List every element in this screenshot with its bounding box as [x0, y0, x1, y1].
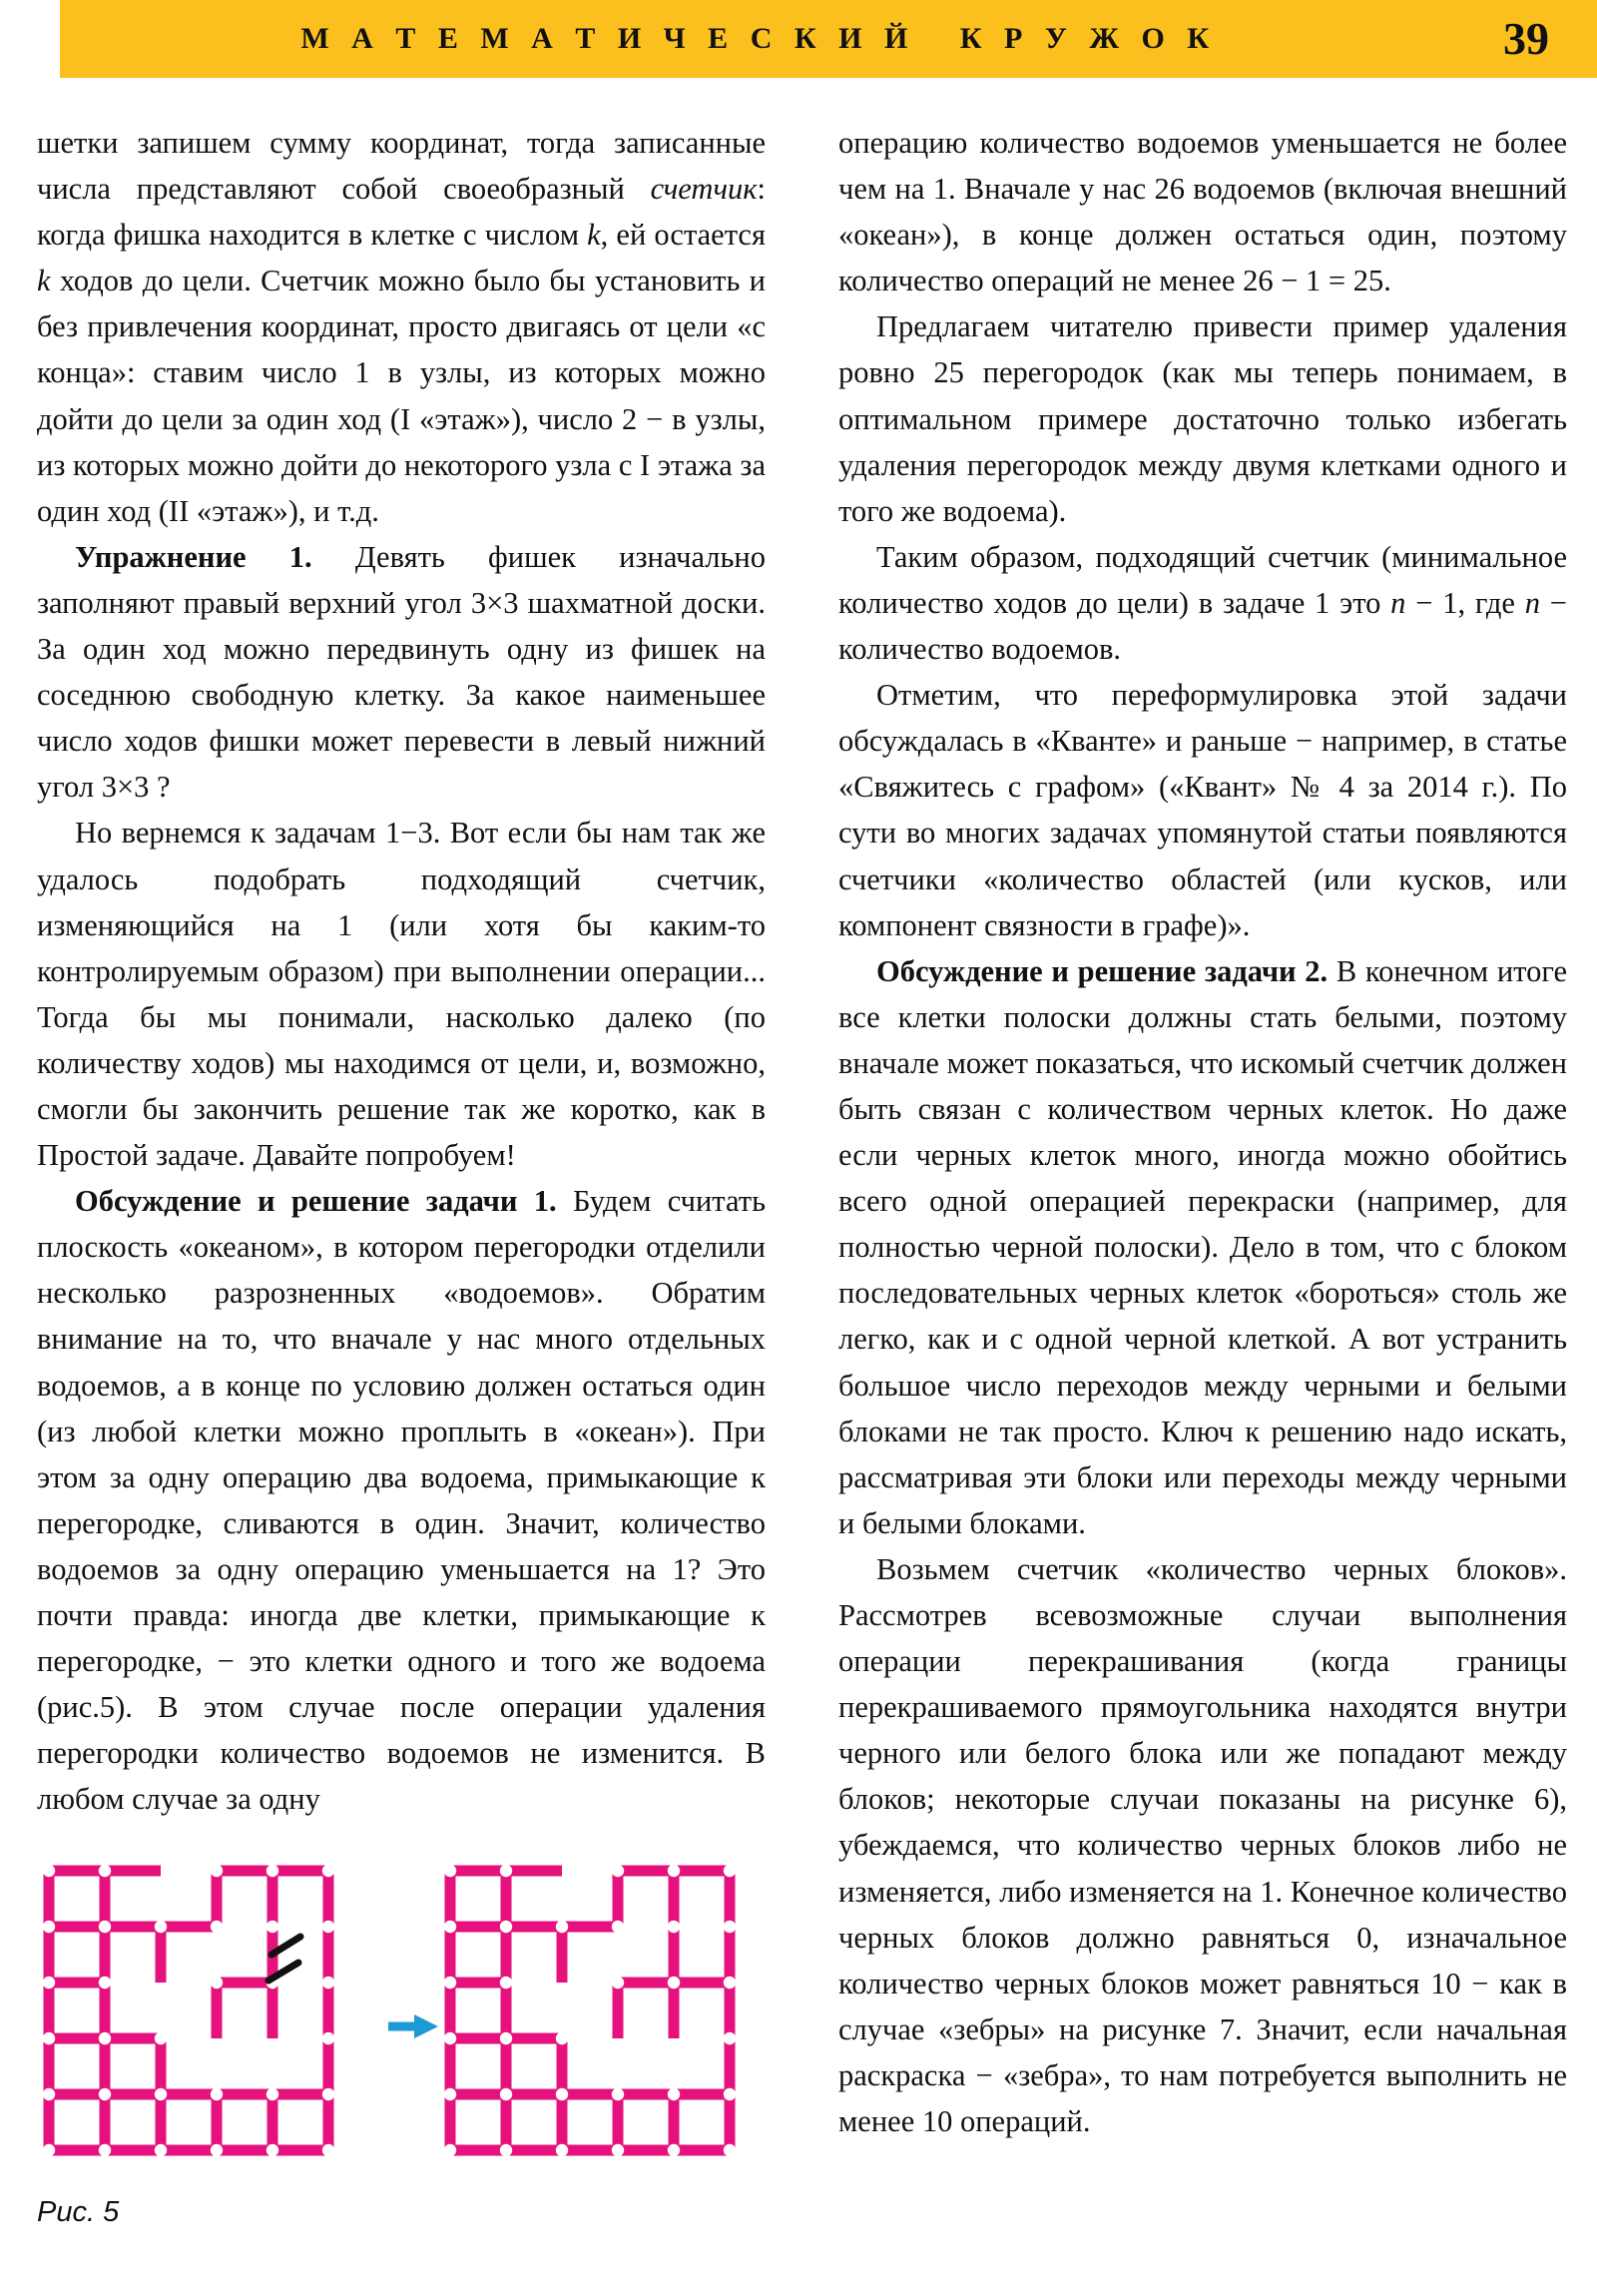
- grid-node-dot: [724, 1865, 736, 1877]
- exercise-1-paragraph: [37, 534, 766, 811]
- paragraph-text-c: , ей остается: [600, 218, 766, 253]
- paragraph-operations-count: [838, 120, 1567, 303]
- grid-node-dot: [266, 2088, 278, 2100]
- grid-node-dot: [155, 2088, 167, 2100]
- grid-node-dot: [322, 2032, 334, 2044]
- math-variable-n-2: n: [1524, 585, 1540, 620]
- math-variable-k-2: k: [37, 264, 51, 298]
- paragraph-text: Предлагаем читателю привести пример удаления ровно 25 перегородок (как мы теперь понимаем, в оптимальном примере достаточно только избегать удаления перегородок между двумя клетками одного и того же водоема).: [838, 309, 1567, 528]
- grid-node-dot: [556, 1921, 568, 1933]
- grid-node-dot: [322, 1977, 334, 1989]
- grid-node-dot: [155, 1921, 167, 1933]
- arrow-right-icon: [388, 2014, 438, 2038]
- discussion-problem-2-paragraph: [838, 948, 1567, 1546]
- paragraph-counter-conclusion: [838, 534, 1567, 672]
- figure-5-caption: Рис. 5: [37, 2196, 120, 2228]
- grid-node-dot: [43, 1977, 55, 1989]
- grid-node-dot: [612, 1865, 624, 1877]
- grid-node-dot: [444, 2088, 456, 2100]
- grid-node-dot: [43, 2088, 55, 2100]
- paragraph-text-d: ходов до цели. Счетчик можно было бы установить и без привлечения координат, просто двигаясь от цели «с конца»: ставим число 1 в узлы, из которых можно дойти до цели за один ход (I «этаж»), число 2 − в узлы, из которых можно дойти до некоторого узла с I этажа за один ход (II «этаж»), и т.д.: [37, 264, 766, 528]
- paragraph-text: операцию количество водоемов уменьшается не более чем на 1. Вначале у нас 26 водоемов (включая внешний «океан»), в конце должен остаться один, поэтому количество операций не менее 26 − 1 = 25.: [838, 126, 1567, 298]
- grid-node-dot: [99, 1865, 111, 1877]
- grid-node-dot: [444, 1977, 456, 1989]
- paragraph-return-to-problems: [37, 810, 766, 1178]
- grid-node-dot: [724, 2032, 736, 2044]
- paragraph-text: Отметим, что переформулировка этой задачи обсуждалась в «Кванте» и раньше − например, в статье «Свяжитесь с графом» («Квант» № 4 за 2014 г.). По сути во многих задачах упомянутой статьи появляются счетчики «количество областей (или кусков, или компонент связности в графе)».: [838, 678, 1567, 942]
- grid-node-dot: [99, 2032, 111, 2044]
- grid-node-dot: [500, 1921, 512, 1933]
- paragraph-text: Но вернемся к задачам 1−3. Вот если бы нам так же удалось подобрать подходящий счетчик, изменяющийся на 1 (или хотя бы каким-то контролируемым образом) при выполнении операции... Тогда бы мы понимали, насколько далеко (по количеству ходов) мы находимся от цели, и, возможно, смогли бы закончить решение так же коротко, как в Простой задаче. Давайте попробуем!: [37, 816, 766, 1173]
- grid-node-dot: [43, 2032, 55, 2044]
- grid-node-dot: [556, 2088, 568, 2100]
- grid-node-dot: [668, 2144, 680, 2156]
- grid-node-dot: [668, 1921, 680, 1933]
- grid-node-dot: [444, 1921, 456, 1933]
- discussion-problem-2-label: Обсуждение и решение задачи 2.: [876, 953, 1329, 988]
- paragraph-black-blocks-counter: [838, 1546, 1567, 2144]
- grid-node-dot: [500, 1977, 512, 1989]
- grid-node-dot: [322, 2088, 334, 2100]
- page-title: М А Т Е М А Т И Ч Е С К И Й К Р У Ж О К: [300, 22, 1217, 55]
- grid-node-dot: [612, 2088, 624, 2100]
- grid-node-dot: [266, 2144, 278, 2156]
- grid-node-dot: [99, 2088, 111, 2100]
- discussion-problem-2-text: В конечном итоге все клетки полоски должны стать белыми, поэтому вначале может показаться, что искомый счетчик должен быть связан с количеством черных клеток. Но даже если черных клеток много, иногда можно обойтись всего одной операцией перекраски (например, для полностью черной полоски). Дело в том, что с блоком последовательных черных клеток «бороться» столь же легко, как и с одной черной клеткой. А вот устранить большое число переходов между черными и белыми блоками не так просто. Ключ к решению надо искать, рассматривая эти блоки или переходы между черными и белыми блоками.: [838, 953, 1567, 1540]
- grid-node-dot: [724, 2144, 736, 2156]
- grid-node-dot: [322, 1921, 334, 1933]
- grid-node-dot: [155, 2032, 167, 2044]
- left-text-column: [37, 120, 766, 1822]
- grid-node-dot: [724, 1921, 736, 1933]
- grid-node-dot: [724, 1977, 736, 1989]
- grid-node-dot: [99, 2144, 111, 2156]
- discussion-problem-1-text: Будем считать плоскость «океаном», в котором перегородки отделили несколько разрозненных «водоемов». Обратим внимание на то, что вначале у нас много отдельных водоемов, а в конце по условию должен остаться один (из любой клетки можно проплыть в «океан»). При этом за одну операцию два водоема, примыкающие к перегородке, сливаются в один. Значит, количество водоемов за одну операцию уменьшается на 1? Это почти правда: иногда две клетки, примыкающие к перегородке, − это клетки одного и того же водоема (рис.5). В этом случае после операции удаления перегородки количество водоемов не изменится. В любом случае за одну: [37, 1184, 766, 1817]
- math-variable-k-1: k: [587, 218, 601, 253]
- grid-node-dot: [668, 1977, 680, 1989]
- discussion-problem-1-label: Обсуждение и решение задачи 1.: [75, 1184, 557, 1219]
- paragraph-kvant-reference: [838, 672, 1567, 948]
- math-variable-n-1: n: [1390, 585, 1406, 620]
- grid-node-dot: [155, 2144, 167, 2156]
- grid-node-dot: [724, 2088, 736, 2100]
- grid-node-dot: [612, 2144, 624, 2156]
- grid-node-dot: [444, 1865, 456, 1877]
- paragraph-reader-exercise: [838, 303, 1567, 533]
- grid-node-dot: [500, 2144, 512, 2156]
- grid-node-dot: [266, 1865, 278, 1877]
- grid-node-dot: [211, 2088, 223, 2100]
- right-text-column: [838, 120, 1567, 2144]
- italic-term-schetchik: счетчик: [650, 172, 758, 207]
- figure-5-grid-diagram: [37, 1859, 766, 2188]
- grid-node-dot: [211, 1865, 223, 1877]
- grid-node-dot: [556, 2144, 568, 2156]
- paragraph-text-b: : когда фишка находится в клетке с числом: [37, 172, 766, 253]
- grid-node-dot: [322, 1865, 334, 1877]
- grid-node-dot: [266, 1921, 278, 1933]
- grid-node-dot: [444, 2144, 456, 2156]
- grid-node-dot: [556, 2032, 568, 2044]
- grid-node-dot: [43, 1865, 55, 1877]
- figure-5-container: [37, 1859, 766, 2229]
- paragraph-text-b: − 1, где: [1405, 585, 1525, 620]
- paragraph-text-a: шетки запишем сумму координат, тогда записанные числа представляют собой своеобразный: [37, 126, 766, 207]
- grid-node-dot: [612, 1921, 624, 1933]
- page-number: 39: [1503, 13, 1549, 64]
- paragraph-text-c: − количество водоемов.: [838, 585, 1568, 667]
- paragraph-text: Возьмем счетчик «количество черных блоков». Рассмотрев всевозможные случаи выполнения операции перекрашивания (когда границы перекрашиваемого прямоугольника находятся внутри черного или белого блока или же попадают между блоков; некоторые случаи показаны на рисунке 6), убеждаемся, что количество черных блоков либо не изменяется, либо изменяется на 1. Конечное количество черных блоков должно равняться 0, изначальное количество черных блоков может равняться 10 − как в случае «зебры» на рисунке 7. Значит, если начальная раскраска − «зебра», то нам потребуется выполнить не менее 10 операций.: [838, 1551, 1567, 2139]
- grid-node-dot: [43, 1921, 55, 1933]
- grid-node-dot: [322, 2144, 334, 2156]
- grid-node-dot: [43, 2144, 55, 2156]
- exercise-1-label: Упражнение 1.: [75, 539, 312, 574]
- grid-node-dot: [211, 1921, 223, 1933]
- grid-node-dot: [668, 1865, 680, 1877]
- grid-node-dot: [500, 2032, 512, 2044]
- exercise-1-text: Девять фишек изначально заполняют правый верхний угол 3×3 шахматной доски. За один ход можно передвинуть одну из фишек на соседнюю свободную клетку. За какое наименьшее число ходов фишки может перевести в левый нижний угол 3×3 ?: [37, 539, 767, 805]
- right-grid-diagram: [444, 1865, 736, 2156]
- discussion-problem-1-paragraph: [37, 1178, 766, 1822]
- page-header-banner: [60, 0, 1597, 78]
- grid-node-dot: [211, 2144, 223, 2156]
- grid-node-dot: [612, 1977, 624, 1989]
- paragraph-text-a: Таким образом, подходящий счетчик (минимальное количество ходов до цели) в задаче 1 это: [838, 539, 1567, 620]
- paragraph-continuation: [37, 120, 766, 534]
- grid-node-dot: [211, 1977, 223, 1989]
- grid-node-dot: [444, 2032, 456, 2044]
- grid-node-dot: [99, 1977, 111, 1989]
- grid-node-dot: [500, 1865, 512, 1877]
- grid-node-dot: [500, 2088, 512, 2100]
- grid-node-dot: [99, 1921, 111, 1933]
- left-grid-diagram: [43, 1865, 334, 2156]
- grid-node-dot: [668, 2088, 680, 2100]
